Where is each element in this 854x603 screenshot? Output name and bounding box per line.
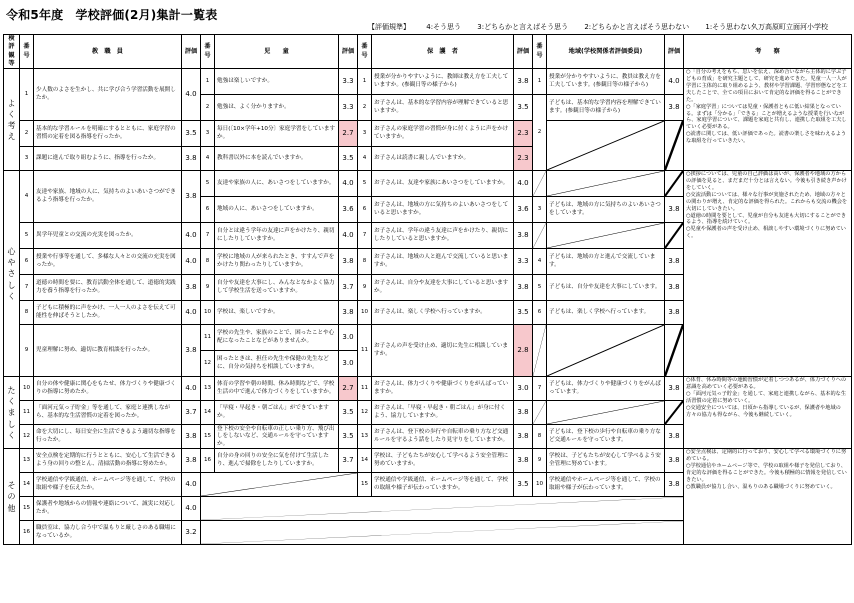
staff-no: 5 xyxy=(20,223,34,249)
empty-cell xyxy=(665,121,684,171)
community-no: 9 xyxy=(533,449,547,473)
parent-item: お子さんの声を受け止め、適切に先生に相談していますか。 xyxy=(372,325,514,377)
parent-score: 2.3 xyxy=(514,121,533,147)
community-item: 子どもは、登下校の歩行や自転車の乗り方など交通ルールを守っています。 xyxy=(547,425,665,449)
community-score: 3.8 xyxy=(665,301,684,325)
empty-cell xyxy=(201,497,684,521)
community-item: 学校は、子どもたちが安心して学べるよう安全管理に努めています。 xyxy=(547,449,665,473)
staff-no: 2 xyxy=(20,121,34,147)
parent-score: 3.5 xyxy=(514,301,533,325)
empty-cell xyxy=(533,223,547,249)
parent-score: 2.3 xyxy=(514,147,533,171)
staff-item: 子どもに積極的に声をかけ、一人一人のよさを伝えて可能性を伸ばそうとしたか。 xyxy=(34,301,182,325)
child-no: 11 xyxy=(201,325,215,351)
community-score: 3.8 xyxy=(665,95,684,121)
header-number: 番号 xyxy=(201,35,215,69)
child-item: 自分とは違う学年の友達に声をかけたり、親切にしたりしていますか。 xyxy=(215,223,339,249)
parent-item: お子さんは、地域の方に気持ちのよいあいさつをしていると思いますか。 xyxy=(372,197,514,223)
community-score: 3.8 xyxy=(665,473,684,497)
community-no: 4 xyxy=(533,249,547,275)
staff-score: 3.2 xyxy=(182,521,201,545)
staff-no: 7 xyxy=(20,275,34,301)
community-score: 3.8 xyxy=(665,275,684,301)
community-item: 授業が分かりやすいように、教員は教え方を工夫しています。(参観日等の様子から) xyxy=(547,69,665,95)
community-item: 子どもは、基本的な学習内容を理解できています。(参観日等の様子から) xyxy=(547,95,665,121)
child-no: 7 xyxy=(201,223,215,249)
community-no: 1 xyxy=(533,69,547,95)
staff-score: 3.5 xyxy=(182,121,201,147)
empty-cell xyxy=(665,401,684,425)
child-no: 12 xyxy=(201,351,215,377)
community-score: 3.8 xyxy=(665,377,684,401)
staff-score: 4.0 xyxy=(182,69,201,121)
parent-item: お子さんは、学年の違う友達に声をかけたり、親切にしたりしていると思いますか。 xyxy=(372,223,514,249)
child-item: 学校の先生や、家族のことで、困ったことや心配になったことなどがありませんか。 xyxy=(215,325,339,351)
category-other: その他 xyxy=(4,449,20,545)
parent-score: 3.8 xyxy=(514,275,533,301)
header-community: 地域(学校関係者評価委員) xyxy=(547,35,665,69)
legend-heading: 【評価規準】 xyxy=(368,23,410,31)
community-item: 子どもは、自分や友達を大事にしています。 xyxy=(547,275,665,301)
parent-no: 15 xyxy=(358,473,372,497)
child-no: 10 xyxy=(201,301,215,325)
parent-item: お子さんは、「早寝・早起き・朝ごはん」が身に付くよう、協力していますか。 xyxy=(372,401,514,425)
parent-no: 14 xyxy=(358,449,372,473)
parent-no: 9 xyxy=(358,275,372,301)
community-no: 7 xyxy=(533,377,547,401)
staff-item: 命を大切にし、毎日安全に生活できるよう適切な指導を行ったか。 xyxy=(34,425,182,449)
child-item: 友達や家族の人に、あいさつをしていますか。 xyxy=(215,171,339,197)
staff-score: 3.8 xyxy=(182,325,201,377)
empty-cell xyxy=(533,325,547,377)
parent-item: 授業が分かりやすいように、教師は教え方を工夫していますか。(参観日等の様子から) xyxy=(372,69,514,95)
staff-no: 4 xyxy=(20,171,34,223)
child-score: 3.5 xyxy=(339,147,358,171)
child-item: 困ったときは、担任の先生や保健の先生などに、自分の気持ちを相談していますか。 xyxy=(215,351,339,377)
header-score: 評価 xyxy=(182,35,201,69)
child-item: 勉強は、よく分かりますか。 xyxy=(215,95,339,121)
staff-no: 12 xyxy=(20,425,34,449)
staff-no: 15 xyxy=(20,497,34,521)
category-think: よく考え xyxy=(4,69,20,171)
child-item: 教科書以外に本を読んでいますか。 xyxy=(215,147,339,171)
staff-no: 6 xyxy=(20,249,34,275)
staff-no: 9 xyxy=(20,325,34,377)
header-score: 評価 xyxy=(339,35,358,69)
child-no: 14 xyxy=(201,401,215,425)
parent-no: 4 xyxy=(358,147,372,171)
parent-item: お子さんは、自分や友達を大事にしていると思いますか。 xyxy=(372,275,514,301)
legend-4: 4:そう思う xyxy=(426,23,462,31)
parent-no: 5 xyxy=(358,171,372,197)
parent-no: 7 xyxy=(358,223,372,249)
header-category: 検評観等 xyxy=(4,35,20,69)
parent-no: 2 xyxy=(358,95,372,121)
header-number: 番号 xyxy=(533,35,547,69)
child-no: 5 xyxy=(201,171,215,197)
parent-score: 3.8 xyxy=(514,401,533,425)
parent-score: 3.8 xyxy=(514,449,533,473)
staff-item: 課題に進んで取り組むように、指導を行ったか。 xyxy=(34,147,182,171)
table-row xyxy=(4,171,852,197)
staff-item: 職員室は、協力し合う中で温もりと厳しさのある職場になっているか。 xyxy=(34,521,182,545)
parent-no: 1 xyxy=(358,69,372,95)
parent-item: お子さんの家庭学習の習慣が身に付くように声をかけていますか。 xyxy=(372,121,514,147)
empty-cell xyxy=(547,121,665,171)
staff-score: 3.8 xyxy=(182,171,201,223)
child-score: 3.5 xyxy=(339,401,358,425)
empty-cell xyxy=(201,521,684,545)
parent-score: 3.5 xyxy=(514,473,533,497)
header-number: 番号 xyxy=(358,35,372,69)
child-no: 1 xyxy=(201,69,215,95)
header-score: 評価 xyxy=(514,35,533,69)
staff-no: 14 xyxy=(20,473,34,497)
staff-no: 1 xyxy=(20,69,34,121)
parent-item: お子さんは読書に親しんでいますか。 xyxy=(372,147,514,171)
child-no: 6 xyxy=(201,197,215,223)
community-item: 学校通信やホームページ等を通して、学校の取組や様子が伝わっています。 xyxy=(547,473,665,497)
empty-cell xyxy=(547,223,665,249)
empty-cell xyxy=(665,325,684,377)
community-item: 子どもは、地域の方と進んで交流しています。 xyxy=(547,249,665,275)
community-no: 3 xyxy=(533,197,547,223)
category-kind: 心やさしく xyxy=(4,171,20,377)
child-score: 3.6 xyxy=(339,197,358,223)
school-name: 久万高原町立面河小学校 xyxy=(751,23,828,31)
parent-no: 6 xyxy=(358,197,372,223)
child-no: 15 xyxy=(201,425,215,449)
empty-cell xyxy=(533,401,547,425)
staff-score: 4.0 xyxy=(182,249,201,275)
community-score: 3.8 xyxy=(665,249,684,275)
community-no: 10 xyxy=(533,473,547,497)
parent-score: 3.8 xyxy=(514,425,533,449)
parent-score: 3.8 xyxy=(514,69,533,95)
community-no: 5 xyxy=(533,275,547,301)
empty-cell xyxy=(665,223,684,249)
child-item: 登下校の安全や自転車の正しい乗り方、飛び出しをしないなど、交通ルールを守っていますか。 xyxy=(215,425,339,449)
staff-no: 8 xyxy=(20,301,34,325)
parent-score: 3.3 xyxy=(514,249,533,275)
child-score: 3.3 xyxy=(339,95,358,121)
staff-item: 異学年児童との交流の充実を図ったか。 xyxy=(34,223,182,249)
community-score: 3.8 xyxy=(665,449,684,473)
staff-score: 4.0 xyxy=(182,497,201,521)
parent-score: 3.5 xyxy=(514,95,533,121)
parent-score: 4.0 xyxy=(514,171,533,197)
community-no: 6 xyxy=(533,301,547,325)
parent-item: お子さんは、基本的な学習内容が理解できていると思いますか。 xyxy=(372,95,514,121)
child-item: 勉強は楽しいですか。 xyxy=(215,69,339,95)
child-no: 13 xyxy=(201,377,215,401)
staff-score: 3.8 xyxy=(182,425,201,449)
parent-no: 8 xyxy=(358,249,372,275)
parent-score: 3.6 xyxy=(514,197,533,223)
empty-cell xyxy=(547,171,665,197)
parent-score: 2.8 xyxy=(514,325,533,377)
remarks-kind: ○挨拶については、児童の自己評価は高いが、保護者や地域の方からの評価を見ると、まだまだ十分とは言えない。今後も引き続き声かけをしていく。 ○交流活動については、様々な行事が実施されたため、地域の方々との関わりが増え、肯定的な評価を得られた。これからも交流の機会を大切にしていきたい。 ○道徳の時間を要として、児童が自分も友達も大切にすることができるよう、指導を続けていく。 ○児童や保護者の声を受け止め、相談しやすい環境づくりに努めていく。 xyxy=(684,171,852,377)
community-item: 子どもは、体力づくりや健康づくりをがんばっています。 xyxy=(547,377,665,401)
legend-1: 1:そう思わない xyxy=(705,23,755,31)
child-item: 学校は、楽しいですか。 xyxy=(215,301,339,325)
staff-score: 3.8 xyxy=(182,275,201,301)
staff-no: 13 xyxy=(20,449,34,473)
header-parent: 保 護 者 xyxy=(372,35,514,69)
staff-score: 4.0 xyxy=(182,301,201,325)
parent-no: 10 xyxy=(358,301,372,325)
community-score: 3.8 xyxy=(665,197,684,223)
staff-item: 児童理解に努め、適切に教育相談を行ったか。 xyxy=(34,325,182,377)
staff-item: 保護者や地域からの情報や連絡について、誠実に対応したか。 xyxy=(34,497,182,521)
header-row xyxy=(4,35,852,69)
parent-item: お子さんは、登下校の歩行や自転車の乗り方など交通ルールを守るよう話をしたり見守りをしていますか。 xyxy=(372,425,514,449)
table-row xyxy=(4,377,852,401)
parent-no: 13 xyxy=(358,425,372,449)
parent-no: 11 xyxy=(358,325,372,377)
staff-no: 16 xyxy=(20,521,34,545)
remarks-strong: ○体育、休み時間等の運動習慣が定着しつつあるが、体力づくりへの意識を高めていく必要がある。 ○「面河元気っ子貯金」を通して、家庭と連携しながら、基本的な生活習慣の定着に努めていく。 ○交通安全については、日頃から指導しているが、保護者や地域の方々の協力も得ながら、今後も継続していく。 xyxy=(684,377,852,449)
child-score: 2.7 xyxy=(339,121,358,147)
staff-score: 3.8 xyxy=(182,147,201,171)
empty-cell xyxy=(665,171,684,197)
community-score: 4.0 xyxy=(665,69,684,95)
evaluation-table xyxy=(3,34,852,545)
staff-score: 4.0 xyxy=(182,223,201,249)
community-item: 子どもは、楽しく学校へ行っています。 xyxy=(547,301,665,325)
parent-score: 3.0 xyxy=(514,377,533,401)
staff-item: 学校通信や学級通信、ホームページ等を通して、学校の取組や様子を伝えたか。 xyxy=(34,473,182,497)
child-item: 地域の人に、あいさつをしていますか。 xyxy=(215,197,339,223)
community-no: 2 xyxy=(533,95,547,171)
page-title: 令和5年度 学校評価(2月)集計一覧表 xyxy=(6,8,218,22)
staff-no: 11 xyxy=(20,401,34,425)
child-item: 体育の学習や朝の時間、休み時間などで、学校生活の中で進んで体力づくりをしていますか。 xyxy=(215,377,339,401)
child-item: 毎日(〔10×学年+10分〕家庭学習をしていますか。 xyxy=(215,121,339,147)
header-staff: 教 職 員 xyxy=(34,35,182,69)
table-row xyxy=(4,449,852,473)
parent-item: お子さんは、体力づくりや健康づくりをがんばっていますか。 xyxy=(372,377,514,401)
community-score: 3.8 xyxy=(665,425,684,449)
staff-score: 4.0 xyxy=(182,473,201,497)
staff-item: 自分の体や健康に関心をもたせ、体力づくりや健康づくりの指導に努めたか。 xyxy=(34,377,182,401)
child-no: 16 xyxy=(201,449,215,473)
child-no: 4 xyxy=(201,147,215,171)
legend-2: 2:どちらかと言えばそう思わない xyxy=(584,23,690,31)
staff-score: 3.7 xyxy=(182,401,201,425)
staff-item: 友達や家族、地域の人に、気持ちのよいあいさつができるよう指導を行ったか。 xyxy=(34,171,182,223)
child-score: 3.3 xyxy=(339,69,358,95)
parent-item: お子さんは、友達や家族にあいさつをしていますか。 xyxy=(372,171,514,197)
staff-item: 「面河元気っ子貯金」等を通して、家庭と連携しながら、基本的な生活習慣の定着を図ったか。 xyxy=(34,401,182,425)
child-score: 3.7 xyxy=(339,449,358,473)
parent-no: 3 xyxy=(358,121,372,147)
child-score: 2.7 xyxy=(339,377,358,401)
child-score: 3.8 xyxy=(339,301,358,325)
parent-no: 12 xyxy=(358,401,372,425)
child-no: 9 xyxy=(201,275,215,301)
rating-legend xyxy=(368,22,768,32)
child-item: 自分の身の回りの安全に気を付けて生活したり、進んで掃除をしたりしていますか。 xyxy=(215,449,339,473)
child-item: 学校に地域の人が来られたとき、すすんで声をかけたり関わったりしていますか。 xyxy=(215,249,339,275)
parent-item: お子さんは、楽しく学校へ行っていますか。 xyxy=(372,301,514,325)
child-no: 2 xyxy=(201,95,215,121)
staff-item: 少人数のよさを生かし、共に学び合う学習活動を展開したか。 xyxy=(34,69,182,121)
table-row xyxy=(4,69,852,95)
child-score: 4.0 xyxy=(339,223,358,249)
header-remarks: 考 察 xyxy=(684,35,852,69)
header-number: 番号 xyxy=(20,35,34,69)
category-strong: たくましく xyxy=(4,377,20,449)
child-score: 3.0 xyxy=(339,351,358,377)
child-no: 3 xyxy=(201,121,215,147)
community-item: 子どもは、地域の方に気持ちのよいあいさつをしています。 xyxy=(547,197,665,223)
parent-item: 学校は、子どもたちが安心して学べるよう安全管理に努めていますか。 xyxy=(372,449,514,473)
child-item: 「早寝・早起き・朝ごはん」ができていますか。 xyxy=(215,401,339,425)
empty-cell xyxy=(547,325,665,377)
parent-score: 3.8 xyxy=(514,223,533,249)
staff-item: 安全点検を定期的に行うとともに、安心して生活できるよう身の回りの整とん、清掃活動の指導に努めたか。 xyxy=(34,449,182,473)
child-no: 8 xyxy=(201,249,215,275)
header-child: 児 童 xyxy=(215,35,339,69)
staff-item: 基本的な学習ルールを明確にするとともに、家庭学習の習慣の定着を図る指導を行ったか。 xyxy=(34,121,182,147)
empty-cell xyxy=(201,473,358,497)
staff-item: 授業や行事等を通して、多様な人々との交流の充実を図ったか。 xyxy=(34,249,182,275)
parent-item: 学校通信や学級通信、ホームページ等を通して、学校の取組や様子が伝わっていますか。 xyxy=(372,473,514,497)
legend-3: 3:どちらかと言えばそう思う xyxy=(477,23,569,31)
child-score: 3.0 xyxy=(339,325,358,351)
parent-item: お子さんは、地域の人と進んで交流していると思いますか。 xyxy=(372,249,514,275)
staff-score: 4.0 xyxy=(182,377,201,401)
parent-no: 11 xyxy=(358,377,372,401)
staff-no: 10 xyxy=(20,377,34,401)
remarks-think: ○「自分の考えをもち、思いを伝え、深め合いながら主体的に学ぶ子どもの育成」を研究主題として、研究を進めてきた。児童一人一人が学習に主体的に取り組めるよう、教材や学習課題、学習形態などを工夫したことで、全ての項目において肯定的な評価を得ることができた。 ○「家庭学習」については児童・保護者ともに低い結果となっている。まずは「分かる」「できる」ことが増えるような授業を行いながら、家庭学習について、課題を家庭と共有し、連携した取組を工夫していく必要がある。 ○読書に関しては、低い評価であった。読書の楽しさを味わえるような取組を行っていきたい。 xyxy=(684,69,852,171)
remarks-other: ○安全点検は、定期的に行っており、安心して学べる環境づくりに努めている。 ○学校通信やホームページ等で、学校の取組や様子を発信しており、肯定的な評価を得ることができた。今後も積極的に情報を発信していきたい。 ○教職員が協力し合い、温もりのある職場づくりに努めていく。 xyxy=(684,449,852,545)
empty-cell xyxy=(533,171,547,197)
child-score: 3.8 xyxy=(339,249,358,275)
child-score: 3.5 xyxy=(339,425,358,449)
staff-score: 3.8 xyxy=(182,449,201,473)
empty-cell xyxy=(547,401,665,425)
staff-item: 道徳の時間を要に、教育活動全体を通して、道徳的実践力を養う指導を行ったか。 xyxy=(34,275,182,301)
child-score: 4.0 xyxy=(339,171,358,197)
header-score: 評価 xyxy=(665,35,684,69)
staff-no: 3 xyxy=(20,147,34,171)
child-score: 3.7 xyxy=(339,275,358,301)
community-no: 8 xyxy=(533,425,547,449)
child-item: 自分や友達を大事にし、みんなとなかよく協力して学校生活を送っていますか。 xyxy=(215,275,339,301)
